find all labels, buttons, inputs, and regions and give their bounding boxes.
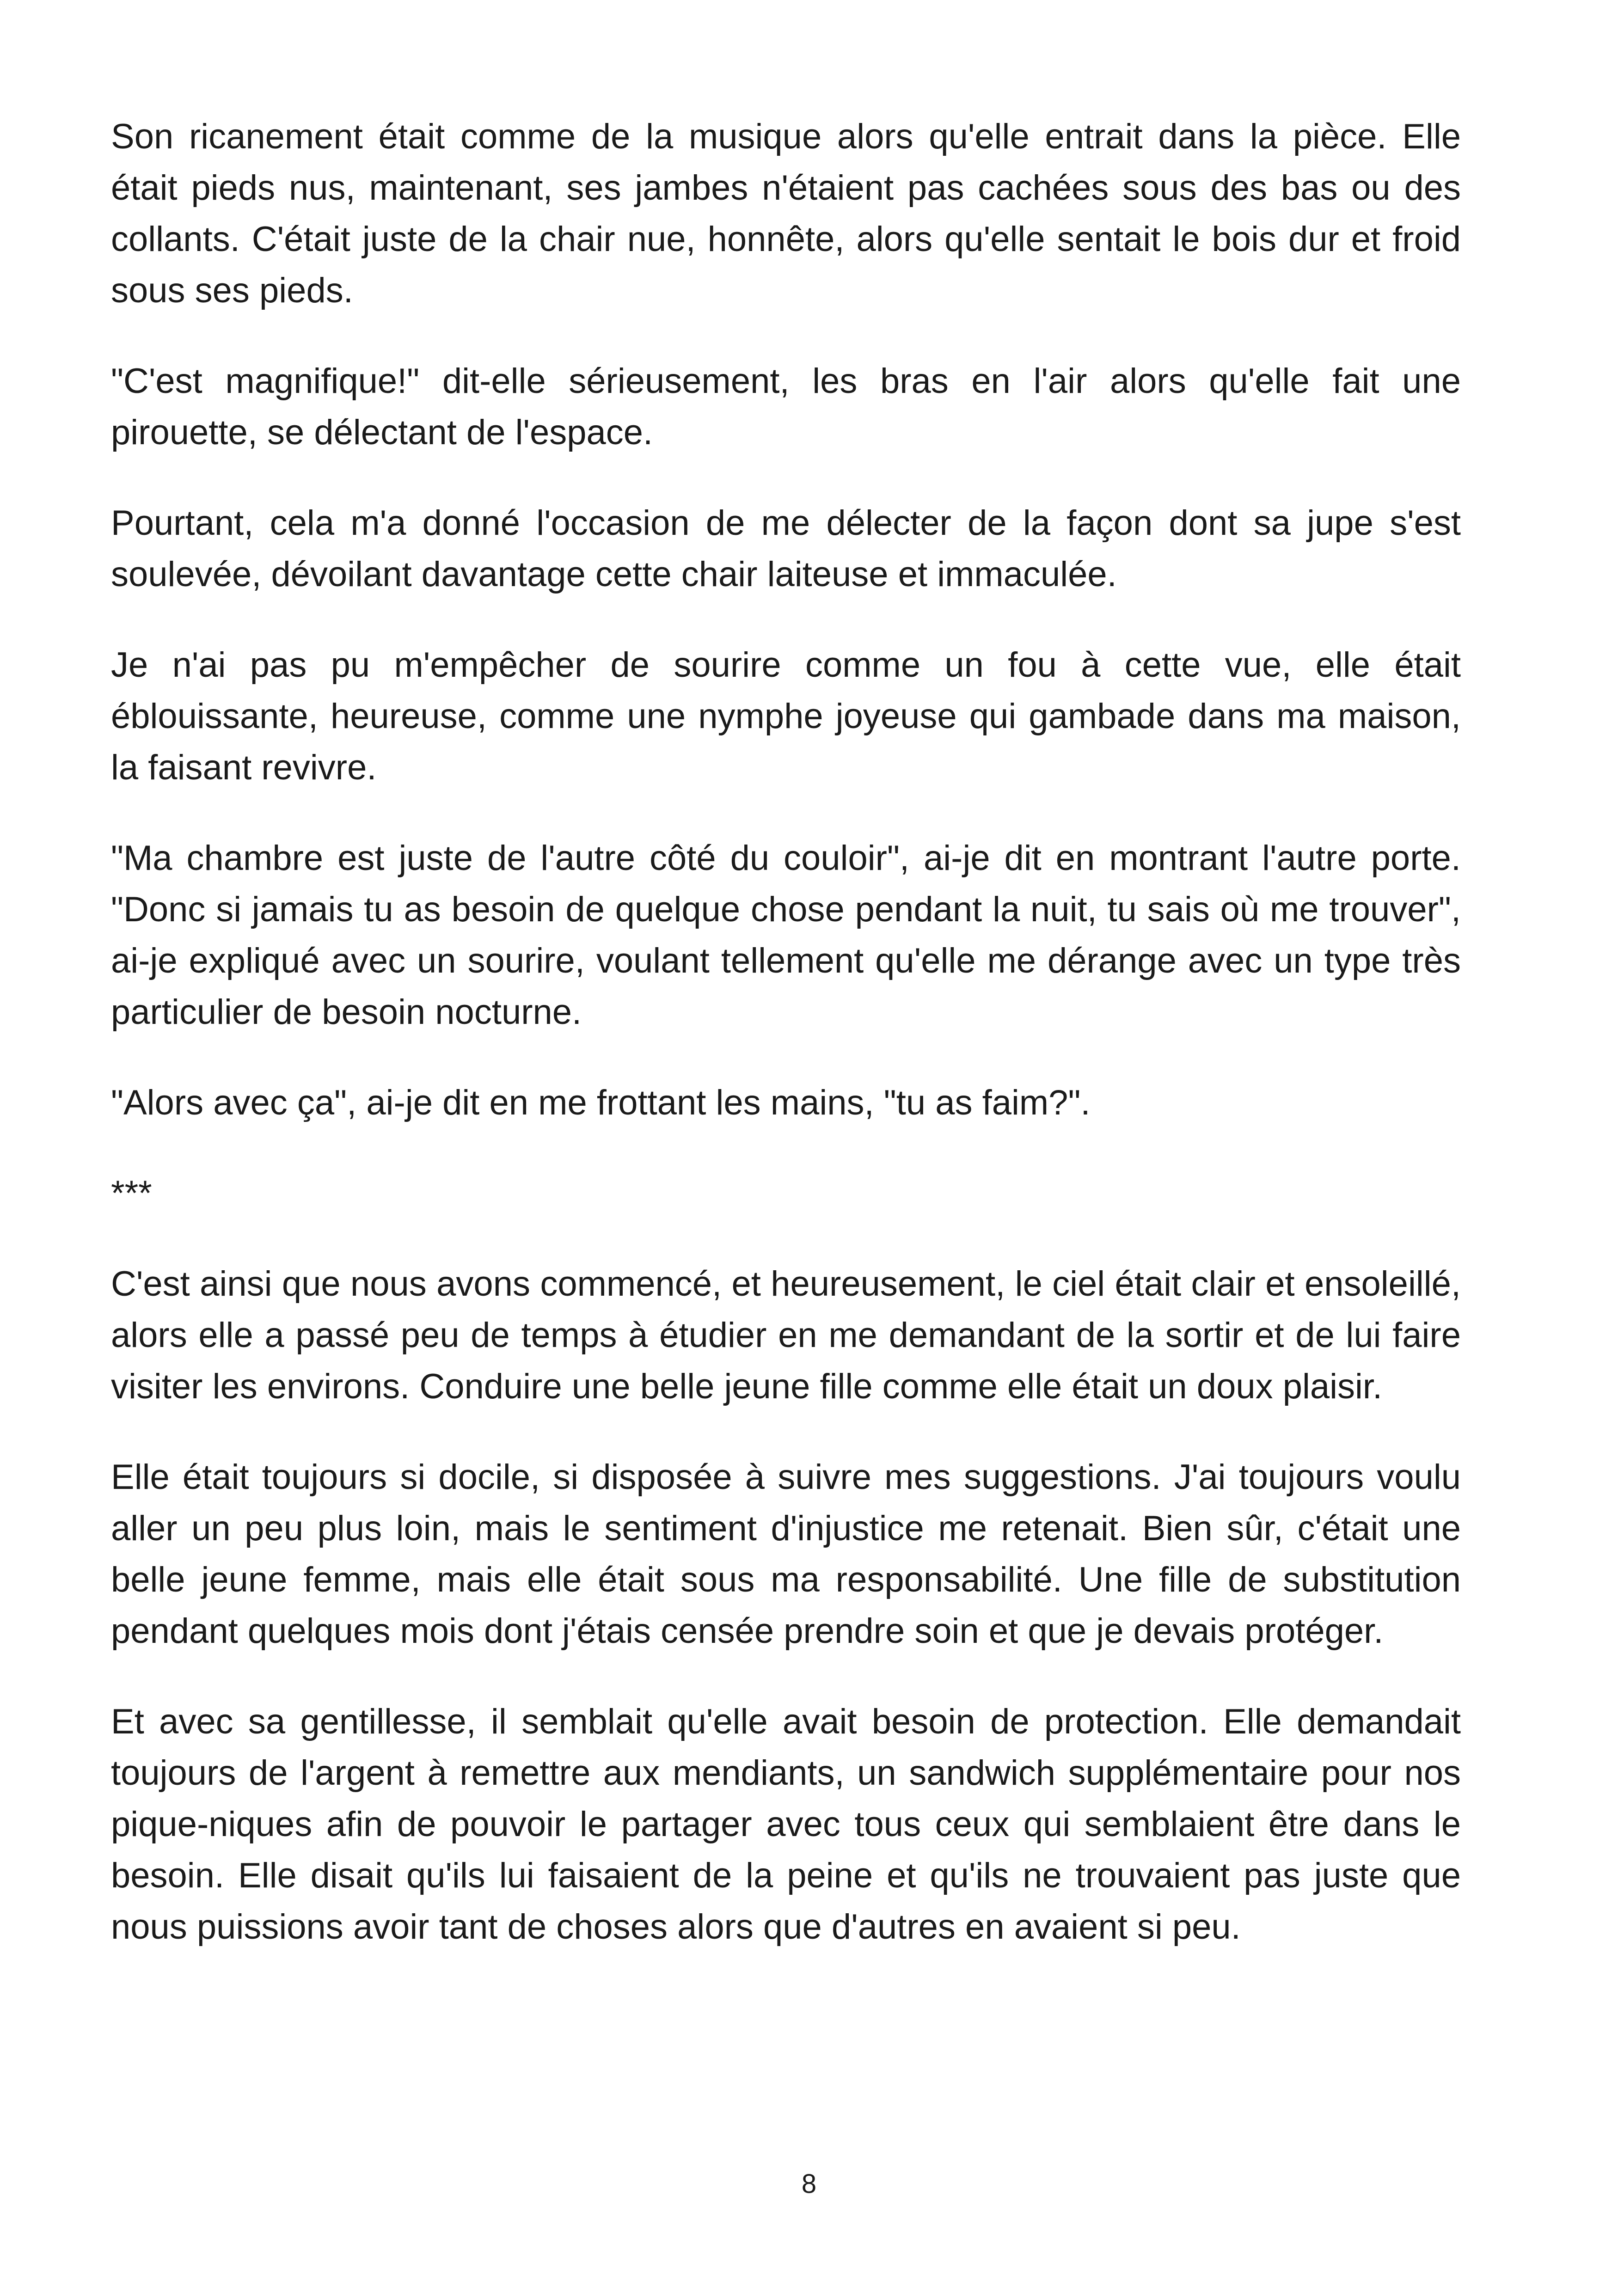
paragraph: Elle était toujours si docile, si disposée à suivre mes suggestions. J'ai toujours voulu aller un peu plus loin, mais le sentiment d'injustice me retenait. Bien sûr, c'était une belle jeune femme, mais elle était sous ma responsabilité. Une fille de substitution pendant quelques mois dont j'étais censée prendre soin et que je devais protéger. — [111, 1457, 1461, 1651]
paragraph: "Ma chambre est juste de l'autre côté du couloir", ai-je dit en montrant l'autre porte. "Donc si jamais tu as besoin de quelque chose pendant la nuit, tu sais où me trouver", ai-je expliqué avec un sourire, voulant tellement qu'elle me dérange avec un type très particulier de besoin nocturne. — [111, 839, 1461, 1032]
scene-separator: *** — [111, 1174, 152, 1213]
paragraph: Pourtant, cela m'a donné l'occasion de me délecter de la façon dont sa jupe s'est soulevée, dévoilant davantage cette chair laiteuse et immaculée. — [111, 503, 1461, 594]
paragraph: Son ricanement était comme de la musique alors qu'elle entrait dans la pièce. Elle était pieds nus, maintenant, ses jambes n'étaient pas cachées sous des bas ou des collants. C'était juste de la chair nue, honnête, alors qu'elle sentait le bois dur et froid sous ses pieds. — [111, 117, 1461, 310]
paragraph: "C'est magnifique!" dit-elle sérieusement, les bras en l'air alors qu'elle fait une pirouette, se délectant de l'espace. — [111, 361, 1461, 452]
page-number: 8 — [801, 2169, 817, 2199]
paragraph: "Alors avec ça", ai-je dit en me frottant les mains, "tu as faim?". — [111, 1083, 1091, 1122]
paragraph: Je n'ai pas pu m'empêcher de sourire comme un fou à cette vue, elle était éblouissante, heureuse, comme une nymphe joyeuse qui gambade dans ma maison, la faisant revivre. — [111, 645, 1461, 787]
paragraph: C'est ainsi que nous avons commencé, et heureusement, le ciel était clair et ensoleillé, alors elle a passé peu de temps à étudier en me demandant de la sortir et de lui faire visiter les environs. Conduire une belle jeune fille comme elle était un doux plaisir. — [111, 1264, 1461, 1406]
document-page — [111, 111, 1461, 1992]
paragraph: Et avec sa gentillesse, il semblait qu'elle avait besoin de protection. Elle demandait toujours de l'argent à remettre aux mendiants, un sandwich supplémentaire pour nos pique-niques afin de pouvoir le partager avec tous ceux qui semblaient être dans le besoin. Elle disait qu'ils lui faisaient de la peine et qu'ils ne trouvaient pas juste que nous puissions avoir tant de choses alors que d'autres en avaient si peu. — [111, 1702, 1461, 1947]
